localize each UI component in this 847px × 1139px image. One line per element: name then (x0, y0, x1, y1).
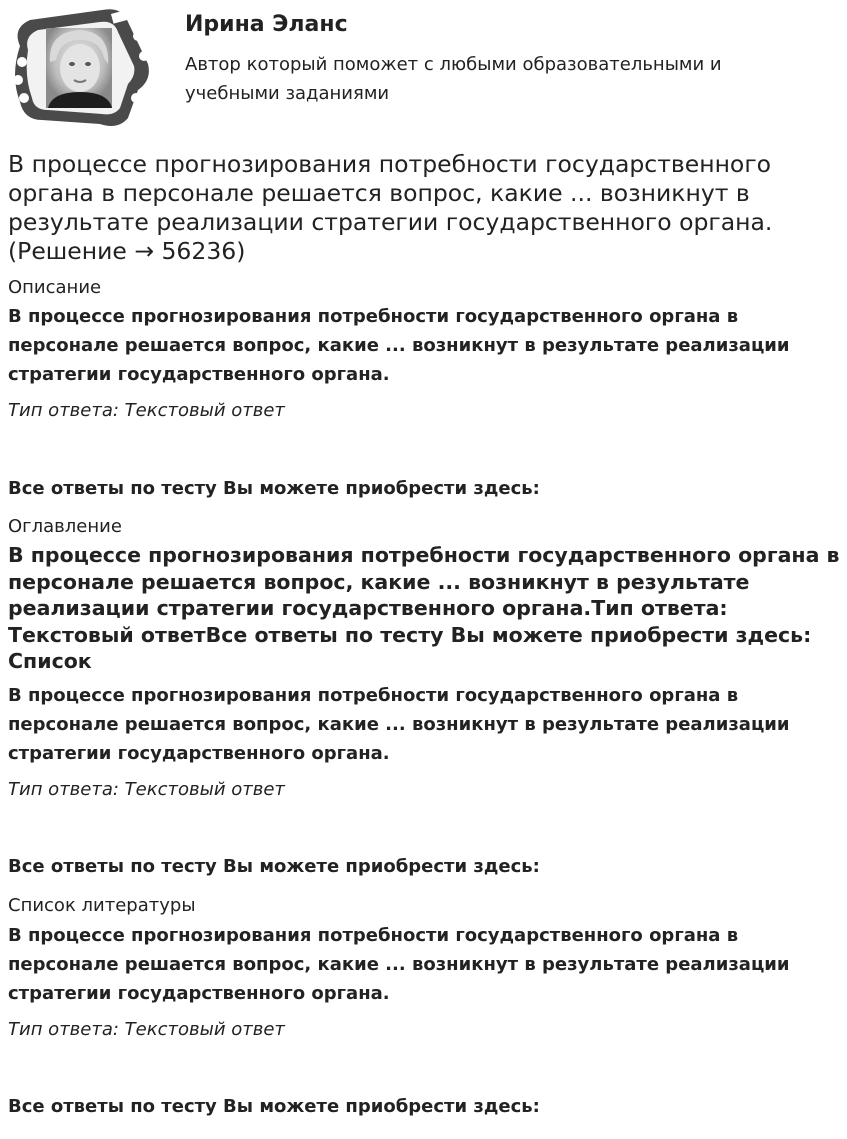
toc-question: В процессе прогнозирования потребности государственного органа в персонале решается вопрос, какие ... возникнут в результате реализации стратегии государственного органа. (8, 685, 790, 764)
description-purchase-text: Все ответы по тесту Вы можете приобрести здесь: (8, 478, 540, 499)
toc-answer-type: Тип ответа: Текстовый ответ (8, 779, 285, 800)
literature-question: В процессе прогнозирования потребности государственного органа в персонале решается вопрос, какие ... возникнут в результате реализации стратегии государственного органа. (8, 925, 790, 1004)
author-name[interactable]: Ирина Эланс (185, 12, 348, 37)
toc-label: Оглавление (8, 516, 122, 537)
description-label: Описание (8, 277, 102, 298)
toc-heading: В процессе прогнозирования потребности государственного органа в персонале решается вопрос, какие ... возникнут в результате реализации стратегии государственного органа.Тип ответа: Текстовый ответВсе ответы по тесту Вы можете приобрести здесь: Список (8, 543, 840, 673)
literature-purchase-text: Все ответы по тесту Вы можете приобрести здесь: (8, 1096, 540, 1117)
page-title: В процессе прогнозирования потребности государственного органа в персонале решается вопрос, какие ... возникнут в результате реализации стратегии государственного органа. (Решение → 56236) (8, 150, 773, 265)
author-avatar (6, 6, 152, 130)
author-description: Автор который поможет с любыми образовательными и учебными заданиями (185, 54, 722, 104)
toc-purchase-text: Все ответы по тесту Вы можете приобрести здесь: (8, 856, 540, 877)
literature-answer-type: Тип ответа: Текстовый ответ (8, 1019, 285, 1040)
literature-label: Список литературы (8, 895, 196, 916)
description-question: В процессе прогнозирования потребности государственного органа в персонале решается вопрос, какие ... возникнут в результате реализации стратегии государственного органа. (8, 306, 790, 385)
description-answer-type: Тип ответа: Текстовый ответ (8, 400, 285, 421)
